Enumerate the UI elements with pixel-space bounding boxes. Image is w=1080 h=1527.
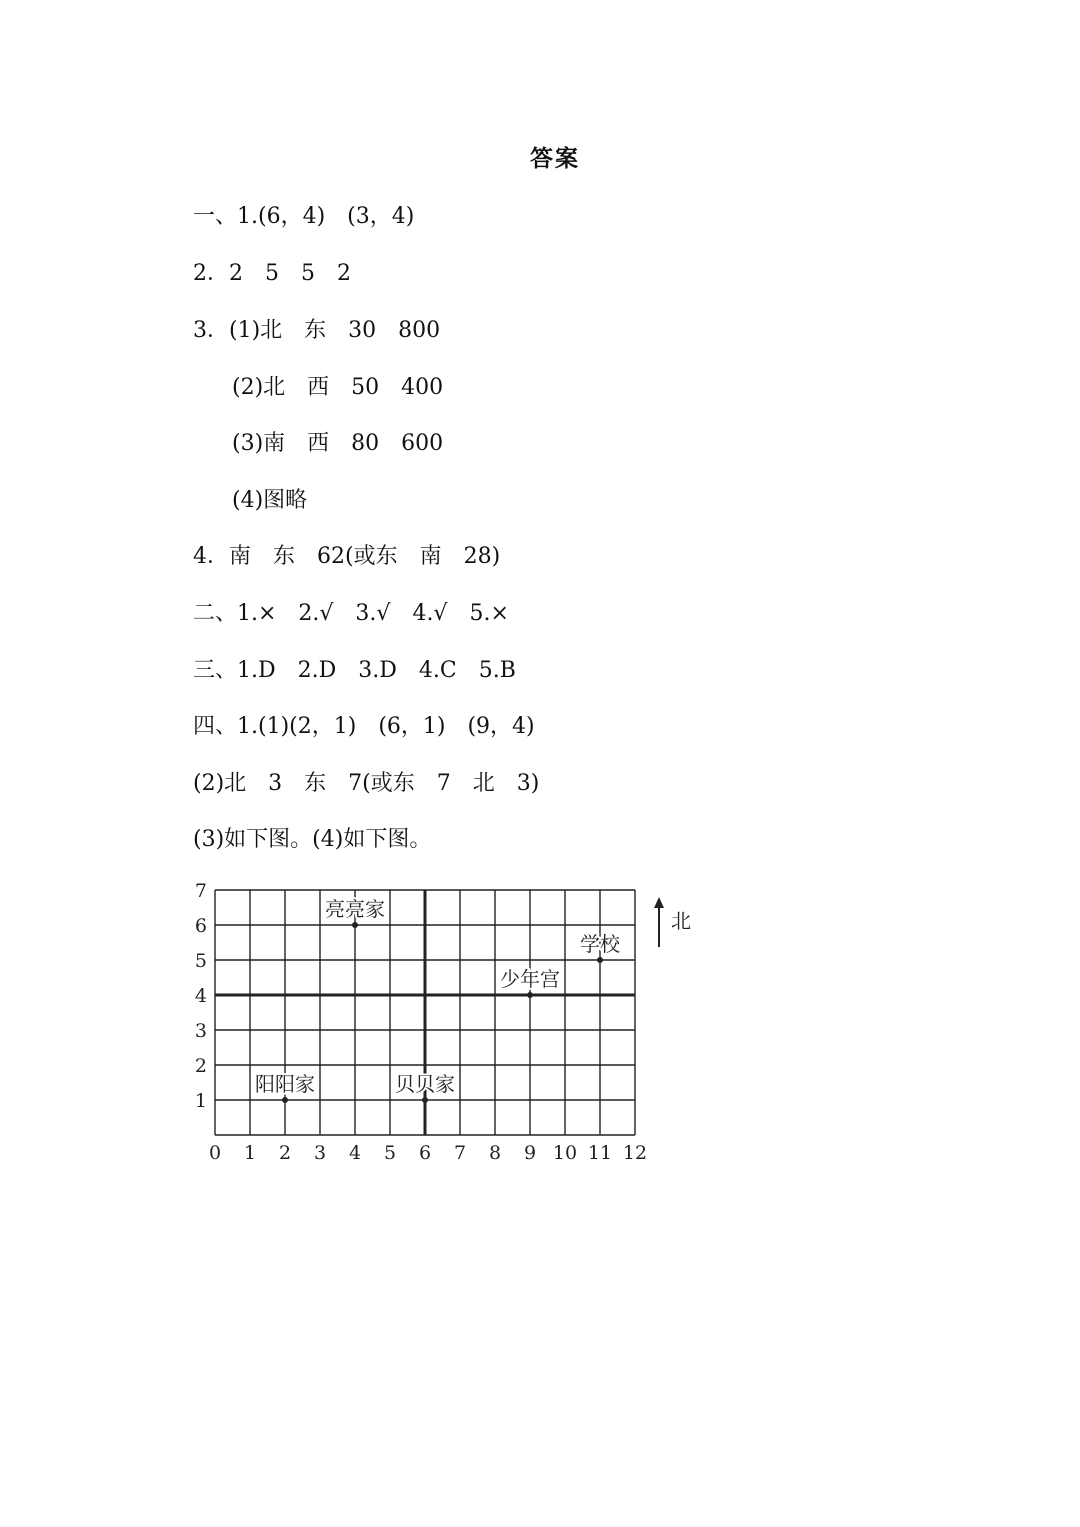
x-tick-label: 9: [523, 1142, 537, 1164]
x-tick-label: 6: [418, 1142, 432, 1164]
answer-line: (2)北 西 50 400: [232, 375, 444, 400]
y-tick-label: 6: [194, 915, 207, 937]
point-label: 少年宫: [500, 967, 560, 991]
point-marker: [352, 922, 358, 928]
point-marker: [282, 1097, 288, 1103]
y-tick-label: 7: [194, 880, 207, 902]
answer-line: 3．(1)北 东 30 800: [193, 318, 441, 343]
x-tick-label: 8: [488, 1142, 502, 1164]
answer-line: 三、1.D 2.D 3.D 4.C 5.B: [193, 658, 516, 683]
y-tick-label: 4: [194, 985, 207, 1007]
north-label: 北: [671, 909, 691, 933]
y-tick-label: 2: [194, 1055, 207, 1077]
y-tick-label: 5: [194, 950, 207, 972]
point-marker: [527, 992, 533, 998]
x-tick-label: 1: [243, 1142, 257, 1164]
x-tick-label: 11: [587, 1142, 613, 1164]
answer-line: (3)南 西 80 600: [232, 431, 444, 456]
point-label: 贝贝家: [395, 1072, 455, 1096]
answer-line: (3)如下图。(4)如下图。: [193, 827, 432, 852]
x-tick-label: 0: [208, 1142, 222, 1164]
point-marker: [422, 1097, 428, 1103]
point-label: 阳阳家: [255, 1072, 315, 1096]
x-tick-label: 7: [453, 1142, 467, 1164]
answer-line: 二、1.× 2.√ 3.√ 4.√ 5.×: [193, 601, 509, 626]
y-tick-label: 1: [194, 1090, 207, 1112]
page-title: 答案: [530, 145, 580, 172]
x-tick-label: 10: [552, 1142, 578, 1164]
x-tick-label: 4: [348, 1142, 362, 1164]
x-tick-label: 5: [383, 1142, 397, 1164]
point-label: 亮亮家: [325, 897, 385, 921]
coordinate-grid: [185, 875, 715, 1175]
answer-line: (4)图略: [232, 488, 308, 513]
answer-line: 一、1.(6，4) (3，4): [193, 204, 415, 229]
answer-line: 四、1.(1)(2，1) (6，1) (9，4): [193, 714, 535, 739]
point-marker: [597, 957, 603, 963]
x-tick-label: 3: [313, 1142, 327, 1164]
x-tick-label: 2: [278, 1142, 292, 1164]
answer-line: 4．南 东 62(或东 南 28): [193, 544, 501, 569]
answer-line: (2)北 3 东 7(或东 7 北 3): [193, 771, 540, 796]
north-arrow: [654, 897, 691, 947]
x-tick-label: 12: [622, 1142, 648, 1164]
point-label: 学校: [580, 932, 620, 956]
answer-line: 2．2 5 5 2: [193, 261, 351, 286]
y-tick-label: 3: [194, 1020, 207, 1042]
